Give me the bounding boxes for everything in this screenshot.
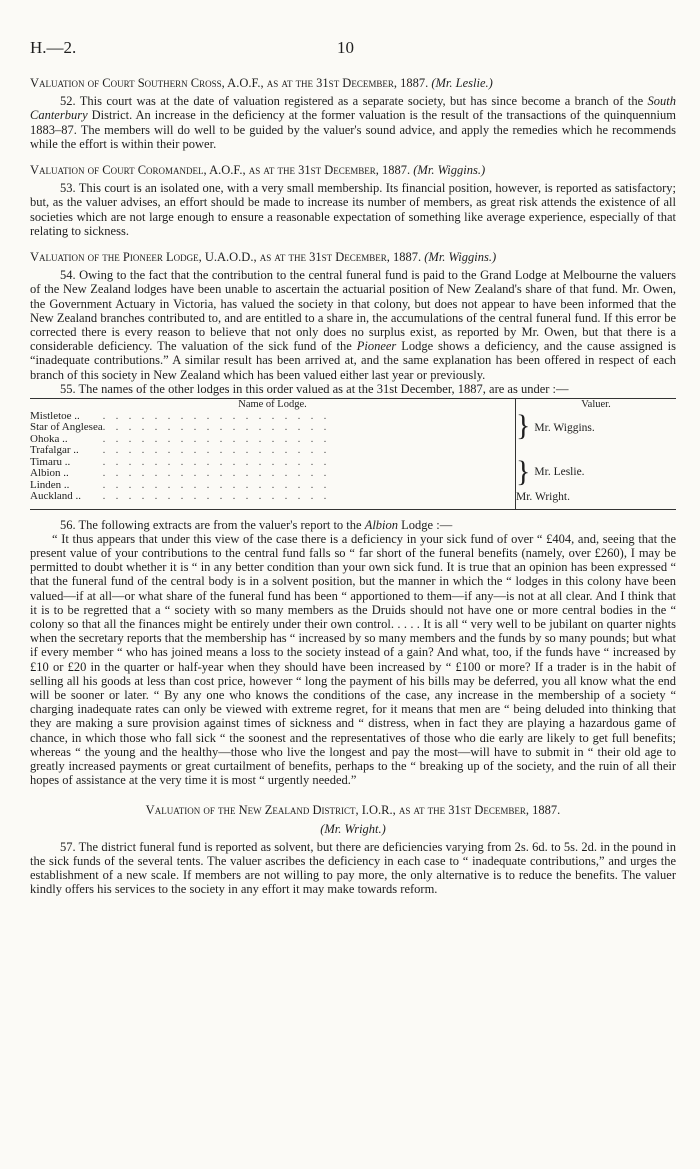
- lodge-table: [30, 398, 676, 510]
- leader-dots: . . . . . . . . . . . . . . . . . .: [102, 491, 331, 503]
- section-author: (Mr. Wright.): [320, 821, 386, 836]
- section-57: [30, 803, 676, 896]
- lodge-name: Trafalgar ..: [30, 444, 79, 457]
- lodge-name: Albion ..: [30, 467, 69, 480]
- leader-dots: . . . . . . . . . . . . . . . . . .: [102, 433, 331, 445]
- section-53: [30, 163, 676, 238]
- lodge-name: Linden ..: [30, 478, 70, 491]
- leader-dots: . . . . . . . . . . . . . . . . . .: [102, 410, 331, 422]
- lodge-name: Auckland ..: [30, 490, 82, 503]
- brace-icon: }: [516, 454, 531, 488]
- section-heading: Valuation of the Pioneer Lodge, U.A.O.D., as at the 31st December, 1887. (Mr. Wiggins.): [30, 250, 497, 265]
- paragraph-53: 53. This court is an isolated one, with a very small membership. Its financial position, however, is reported as satisfactory; but, as the valuer advises, an effort should be made to increase its number of members, as great risk attends the existence of all societies which are not large enough to ensure a reasonable expectation of something like average experience, especially of that relating to sickness.: [30, 181, 676, 238]
- paragraph-55: 55. The names of the other lodges in this order valued as at the 31st December, 1887, are as under :—: [60, 381, 569, 396]
- section-52: [30, 76, 676, 151]
- page-header: [0, 38, 700, 62]
- column-header-name: Name of Lodge.: [238, 399, 307, 411]
- leader-dots: . . . . . . . . . . . . . . . . . .: [102, 456, 331, 468]
- body-column: [30, 76, 676, 909]
- leader-dots: . . . . . . . . . . . . . . . . . .: [102, 468, 331, 480]
- paragraph-52: 52. This court was at the date of valuation registered as a separate society, but has since become a branch of the South Canterbury District. An increase in the deficiency at the former valuation is the result of the transactions of the quinquennium 1883–87. The members will do well to be guided by the valuer's sound advice, and apply the remedies which he recommends while the effort is within their power.: [30, 94, 676, 151]
- quoted-report: “ It thus appears that under this view of the case there is a deficiency in your sick fund of over “ £404, and, seeing that the present value of your contributions to the central fund falls so “ far short of the funeral benefits (namely, over £260), I may be permitted to doubt whether it is “ in any better condition than your own sick fund. It is true that an opinion has been expressed “ that the funeral fund of the central body is in a solvent position, but the manner in which the “ lodges in this colony have been valued—if at all—or what share of the funeral fund has been “ apportioned to them—if any—is not at all clear. And I think that it is to be regretted that a “ society with so many members as the Druids should not have one or more central bodies in the “ colony so that all the finances might be entirely under their own control. . . . . It is all “ very well to be jubilant on quarter nights when the secretary reports that the membership has “ increased by so many members and the funds by so many pounds; but what if every member “ who has joined means a loss to the society instead of a gain? And what, too, if the funds have “ increased by £10 or £20 in the quarter or half-year when they should have been increased by “ £100 or more? If a trader is in the habit of selling all his goods at less than cost price, however “ long the payment of his bills may be deferred, you all know what the end will be sooner or later. “ By any one who knows the conditions of the case, any increase in the membership of a society “ charging inadequate rates can only be viewed with extreme regret, for it means that men are “ being deluded into thinking that they are making a sure provision against times of sickness and “ distress, when in fact they are playing a hazardous game of chance, in which those who fall sick “ the soonest and the representatives of those who die early are likely to get full benefits; whereas “ the young and the healthy—those who live the longest and pay the most—will have to submit in “ their old age to greatly increased payments or great curtailment of benefits, perhaps to the “ breaking up of the society, and the ruin of all their hopes of assistance at the very time it is most “ urgently needed.”: [30, 531, 676, 788]
- lodge-name: Timaru ..: [30, 455, 71, 468]
- report-id: H.—2.: [30, 38, 77, 57]
- lodge-name: Ohoka ..: [30, 432, 68, 445]
- section-54: [30, 250, 676, 396]
- section-heading: Valuation of Court Southern Cross, A.O.F., as at the 31st December, 1887. (Mr. Leslie.): [30, 76, 493, 90]
- valuer-name: Mr. Leslie.: [534, 465, 585, 478]
- section-heading: Valuation of the New Zealand District, I.O.R., as at the 31st December, 1887.: [145, 803, 561, 818]
- brace-icon: }: [516, 408, 531, 442]
- page-number: 10: [337, 38, 354, 57]
- lodge-name: Star of Anglesea: [30, 421, 103, 434]
- section-heading: Valuation of Court Coromandel, A.O.F., as at the 31st December, 1887. (Mr. Wiggins.): [30, 163, 486, 178]
- leader-dots: . . . . . . . . . . . . . . . . . .: [102, 445, 331, 457]
- valuer-group: [516, 454, 676, 492]
- column-header-valuer: Valuer.: [516, 399, 677, 411]
- paragraph-57: 57. The district funeral fund is reported as solvent, but there are deficiencies varying from 2s. 6d. to 5s. 2d. in the pound in the sick funds of the several tents. The valuer ascribes the deficiency in each case to “ inadequate contributions,” and urges the establishment of a new scale. If members are not willing to pay more, the only alternative is to reduce the benefits. The valuer kindly offers his services to the society in any effort it may make towards reform.: [30, 839, 676, 897]
- valuer-name: Mr. Wright.: [516, 490, 570, 503]
- lodge-name: Mistletoe ..: [30, 409, 80, 422]
- paragraph-56: 56. The following extracts are from the valuer's report to the Albion Lodge :—: [60, 517, 453, 532]
- section-56: [30, 518, 676, 788]
- valuer-group: [516, 408, 676, 457]
- valuer-name: Mr. Wiggins.: [534, 421, 595, 434]
- paragraph-54: 54. Owing to the fact that the contribution to the central funeral fund is paid to the Grand Lodge at Melbourne the valuers of the New Zealand lodges have been unable to ascertain the actuarial position of New Zealand's share of that fund. Mr. Owen, the Government Actuary in Victoria, has valued the society in that colony, but does not appear to have been informed that the New Zealand branches contributed to, and are entitled to a share in, the accumulations of the central funeral fund. If this error be corrected there is every reason to believe that not only does no surplus exist, as reported by Mr. Owen, but that there is a considerable deficiency. The valuation of the sick fund of the Pioneer Lodge shows a deficiency, and the cause assigned is “inadequate contributions.” A similar result has been arrived at, and the same explanation has been offered in respect of each branch of this society in New Zealand which has been valued either last year or previously.: [30, 268, 676, 382]
- leader-dots: . . . . . . . . . . . . . . . . . .: [102, 479, 331, 491]
- leader-dots: . . . . . . . . . . . . . . . . . .: [102, 422, 331, 434]
